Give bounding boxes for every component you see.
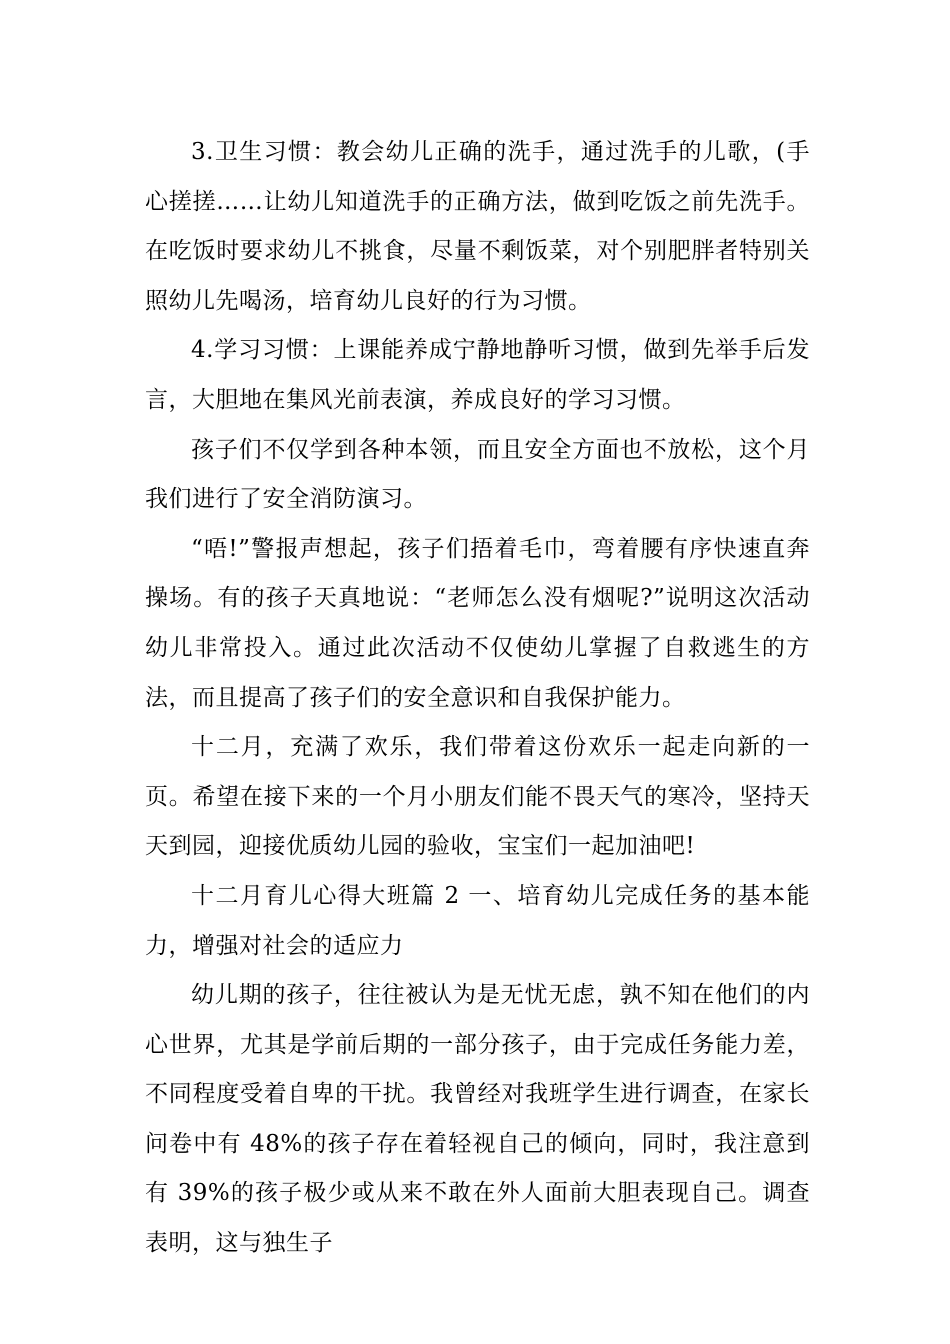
paragraph-safety-drill-intro: 孩子们不仅学到各种本领，而且安全方面也不放松，这个月我们进行了安全消防演习。 (145, 436, 810, 513)
paragraph-fire-drill: “唔!”警报声想起，孩子们捂着毛巾，弯着腰有序快速直奔操场。有的孩子天真地说：“老师怎么没有烟呢?”说明这次活动幼儿非常投入。通过此次活动不仅使幼儿掌握了自救逃生的方法，而且提高了孩子们的安全意识和自我保护能力。 (145, 535, 810, 711)
paragraph-december-summary: 十二月，充满了欢乐，我们带着这份欢乐一起走向新的一页。希望在接下来的一个月小朋友们能不畏天气的寒冷，坚持天天到园，迎接优质幼儿园的验收，宝宝们一起加油吧! (145, 734, 810, 860)
paragraph-survey: 幼儿期的孩子，往往被认为是无忧无虑，孰不知在他们的内心世界，尤其是学前后期的一部分孩子，由于完成任务能力差，不同程度受着自卑的干扰。我曾经对我班学生进行调查，在家长问卷中有 48%的孩子存在着轻视自己的倾向，同时，我注意到有 39%的孩子极少或从来不敢在外人面前大胆表现自己。调查表明，这与独生子 (145, 982, 810, 1257)
paragraph-study-habits: 4.学习习惯：上课能养成宁静地静听习惯，做到先举手后发言，大胆地在集风光前表演，养成良好的学习习惯。 (145, 337, 810, 413)
document-body (145, 128, 810, 1269)
paragraph-hygiene-habits: 3.卫生习惯：教会幼儿正确的洗手，通过洗手的儿歌，(手心搓搓……让幼儿知道洗手的正确方法，做到吃饭之前先洗手。在吃饭时要求幼儿不挑食，尽量不剩饭菜，对个别肥胖者特别关照幼儿先喝汤，培育幼儿良好的行为习惯。 (145, 139, 810, 314)
paragraph-section-heading: 十二月育儿心得大班篇 2 一、培育幼儿完成任务的基本能力，增强对社会的适应力 (145, 882, 810, 959)
